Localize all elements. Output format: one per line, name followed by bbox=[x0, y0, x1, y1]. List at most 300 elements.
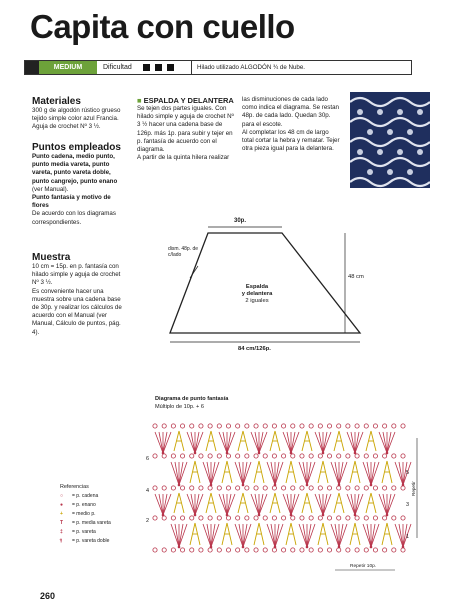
double-stitch bbox=[387, 494, 395, 515]
chain-stitch bbox=[355, 424, 359, 428]
double-stitch bbox=[255, 494, 259, 515]
row-number: 4 bbox=[146, 488, 150, 494]
double-stitch bbox=[339, 524, 347, 547]
double-stitch bbox=[159, 494, 163, 515]
treble-crochet-icon: ⫯ bbox=[60, 538, 63, 544]
double-stitch bbox=[155, 432, 163, 453]
double-stitch bbox=[371, 524, 379, 547]
double-stitch bbox=[275, 462, 279, 485]
row-number: 5 bbox=[406, 470, 410, 476]
sample-section bbox=[32, 252, 127, 337]
chain-stitch bbox=[180, 516, 184, 520]
legend-item: ● = p. enano bbox=[60, 502, 96, 508]
chain-stitch bbox=[373, 516, 377, 520]
slip-stitch bbox=[194, 452, 197, 455]
schematic-piece-label: Espalda bbox=[245, 284, 269, 290]
chain-stitch bbox=[153, 424, 157, 428]
chain-stitch bbox=[153, 516, 157, 520]
chain-stitch bbox=[309, 424, 313, 428]
chain-stitch bbox=[245, 516, 249, 520]
double-stitch bbox=[399, 462, 403, 485]
double-stitch bbox=[299, 524, 307, 547]
double-stitch bbox=[323, 432, 327, 453]
chain-stitch bbox=[171, 424, 175, 428]
double-stitch bbox=[339, 462, 343, 485]
chain-stitch bbox=[300, 516, 304, 520]
double-stitch bbox=[315, 432, 323, 453]
sample-heading: Muestra bbox=[32, 252, 71, 263]
chain-stitch bbox=[392, 516, 396, 520]
double-stitch bbox=[283, 494, 291, 515]
chain-stitch bbox=[346, 548, 350, 552]
double-stitch bbox=[243, 524, 251, 547]
double-stitch bbox=[271, 524, 275, 547]
chain-stitch bbox=[153, 486, 157, 490]
double-stitch bbox=[287, 494, 291, 515]
repeat-horizontal-label: Repetir 10p. bbox=[350, 564, 377, 569]
materials-heading: Materiales bbox=[32, 96, 81, 107]
double-stitch bbox=[243, 462, 251, 485]
chain-stitch bbox=[373, 486, 377, 490]
chain-stitch bbox=[272, 516, 276, 520]
chain-stitch bbox=[272, 424, 276, 428]
double-stitch bbox=[207, 524, 211, 547]
double-stitch bbox=[259, 432, 263, 453]
chain-stitch bbox=[300, 548, 304, 552]
slip-stitch bbox=[306, 484, 309, 487]
stitches-item: Punto cadena, medio punto, punto media vareta, punto vareta, punto vareta doble, punto cangrejo, punto enano bbox=[32, 153, 118, 185]
chain-stitch bbox=[199, 454, 203, 458]
double-stitch bbox=[239, 524, 243, 547]
double-stitch bbox=[323, 432, 331, 453]
diagram-subtitle: Múltiplo de 10p. + 6 bbox=[155, 403, 204, 410]
schematic-piece-count: 2 iguales bbox=[245, 298, 269, 304]
chain-stitch bbox=[401, 486, 405, 490]
double-stitch bbox=[387, 432, 395, 453]
double-stitch bbox=[211, 524, 215, 547]
double-stitch bbox=[243, 524, 247, 547]
double-stitch bbox=[243, 462, 247, 485]
chain-stitch bbox=[208, 454, 212, 458]
chain-stitch bbox=[337, 516, 341, 520]
double-stitch bbox=[291, 494, 299, 515]
diagram-header bbox=[155, 396, 228, 411]
chain-stitch bbox=[236, 548, 240, 552]
slip-stitch bbox=[386, 452, 389, 455]
difficulty-square bbox=[143, 64, 150, 71]
double-stitch bbox=[379, 432, 387, 453]
double-stitch bbox=[323, 494, 327, 515]
bar-separator bbox=[191, 61, 192, 74]
double-stitch bbox=[227, 432, 235, 453]
chain-stitch bbox=[236, 516, 240, 520]
double-stitch bbox=[307, 462, 311, 485]
double-stitch bbox=[259, 494, 263, 515]
double-stitch bbox=[163, 494, 171, 515]
half-double-icon: T bbox=[60, 520, 64, 526]
chain-stitch bbox=[190, 516, 194, 520]
chain-stitch bbox=[364, 486, 368, 490]
chain-stitch bbox=[291, 548, 295, 552]
chain-stitch bbox=[355, 454, 359, 458]
chain-stitch bbox=[190, 486, 194, 490]
double-stitch bbox=[175, 524, 179, 547]
sample-text: Es conveniente hacer una muestra sobre una cadena base de 30p. y realizar los cálculos de acuerdo con el Manual (ver Manual, Cálculo de puntos, pág. 4). bbox=[32, 287, 122, 336]
chain-stitch bbox=[171, 486, 175, 490]
chain-stitch bbox=[346, 424, 350, 428]
double-stitch bbox=[179, 524, 183, 547]
chain-stitch bbox=[272, 486, 276, 490]
double-stitch bbox=[235, 524, 243, 547]
difficulty-square bbox=[155, 64, 162, 71]
double-stitch bbox=[319, 494, 323, 515]
chain-stitch bbox=[327, 516, 331, 520]
single-crochet-icon: + bbox=[60, 511, 63, 517]
double-stitch bbox=[355, 432, 359, 453]
chain-stitch bbox=[309, 516, 313, 520]
schematic-bottom-label: 84 cm/126p. bbox=[238, 346, 271, 352]
chain-stitch bbox=[318, 424, 322, 428]
chain-stitch bbox=[162, 454, 166, 458]
chain-stitch bbox=[318, 486, 322, 490]
slip-stitch bbox=[178, 484, 181, 487]
stitch-diagram bbox=[145, 418, 430, 578]
slip-stitch bbox=[306, 546, 309, 549]
difficulty-square bbox=[167, 64, 174, 71]
chain-stitch bbox=[254, 486, 258, 490]
chain-stitch bbox=[171, 548, 175, 552]
chain-stitch bbox=[327, 424, 331, 428]
double-stitch bbox=[179, 524, 187, 547]
chain-stitch bbox=[217, 486, 221, 490]
chain-stitch bbox=[401, 424, 405, 428]
chain-stitch bbox=[245, 424, 249, 428]
stitches-section bbox=[32, 142, 127, 227]
slip-stitch bbox=[370, 546, 373, 549]
slip-stitch bbox=[258, 514, 261, 517]
double-stitch bbox=[187, 494, 195, 515]
chain-stitch bbox=[337, 424, 341, 428]
slip-stitch bbox=[370, 484, 373, 487]
chain-stitch bbox=[291, 516, 295, 520]
double-stitch bbox=[267, 524, 275, 547]
chain-stitch bbox=[355, 486, 359, 490]
chain-stitch bbox=[383, 454, 387, 458]
double-stitch bbox=[323, 494, 331, 515]
chain-stitch bbox=[281, 516, 285, 520]
chain-stitch bbox=[263, 454, 267, 458]
double-stitch bbox=[271, 462, 275, 485]
double-stitch bbox=[179, 462, 183, 485]
chain-stitch bbox=[263, 548, 267, 552]
double-stitch bbox=[371, 462, 379, 485]
legend-heading: Referencias bbox=[60, 484, 89, 490]
double-stitch bbox=[331, 462, 339, 485]
double-stitch bbox=[355, 494, 363, 515]
section-bullet: ■ bbox=[137, 96, 142, 105]
double-stitch bbox=[203, 524, 211, 547]
slip-stitch bbox=[242, 546, 245, 549]
chain-stitch bbox=[254, 548, 258, 552]
legend-item: ○ = p. cadena bbox=[60, 493, 99, 499]
materials-text: 300 g de algodón rústico grueso tejido simple color azul Francia. Aguja de crochet Nº 3 ½. bbox=[32, 107, 121, 131]
chain-stitch bbox=[153, 548, 157, 552]
chain-stitch bbox=[327, 454, 331, 458]
double-stitch bbox=[159, 432, 163, 453]
chain-stitch bbox=[263, 424, 267, 428]
double-stitch bbox=[223, 432, 227, 453]
double-stitch bbox=[251, 494, 259, 515]
double-stitch bbox=[339, 462, 347, 485]
difficulty-label: Dificultad bbox=[103, 64, 132, 71]
double-stitch bbox=[291, 494, 295, 515]
chain-stitch bbox=[208, 424, 212, 428]
double-stitch bbox=[207, 462, 211, 485]
double-stitch bbox=[239, 462, 243, 485]
chain-stitch bbox=[291, 486, 295, 490]
double-stitch bbox=[163, 494, 167, 515]
row-number: 2 bbox=[146, 518, 150, 524]
double-stitch bbox=[179, 462, 187, 485]
chain-stitch bbox=[383, 486, 387, 490]
lace-photo bbox=[350, 92, 430, 188]
double-stitch bbox=[211, 462, 219, 485]
chain-stitch bbox=[226, 424, 230, 428]
chain-stitch bbox=[245, 548, 249, 552]
double-stitch bbox=[335, 524, 339, 547]
chain-stitch bbox=[318, 454, 322, 458]
double-stitch bbox=[227, 432, 231, 453]
slip-stitch bbox=[242, 484, 245, 487]
legend-item: + = medio p. bbox=[60, 511, 96, 517]
slip-stitch bbox=[258, 452, 261, 455]
legend-item: ⫯ = p. vareta doble bbox=[60, 538, 110, 544]
chain-stitch bbox=[355, 516, 359, 520]
chain-stitch bbox=[346, 486, 350, 490]
double-stitch bbox=[363, 462, 371, 485]
chain-stitch bbox=[226, 516, 230, 520]
double-stitch bbox=[395, 524, 403, 547]
chain-stitch bbox=[281, 454, 285, 458]
double-stitch bbox=[355, 494, 359, 515]
double-stitch bbox=[303, 524, 307, 547]
chain-stitch bbox=[383, 516, 387, 520]
double-stitch bbox=[187, 432, 195, 453]
schematic-top-label: 30p. bbox=[234, 218, 247, 224]
double-stitch bbox=[195, 432, 199, 453]
double-stitch bbox=[347, 432, 355, 453]
chain-stitch bbox=[281, 548, 285, 552]
double-stitch bbox=[291, 432, 299, 453]
double-stitch bbox=[307, 462, 315, 485]
slip-stitch bbox=[322, 514, 325, 517]
double-stitch bbox=[363, 524, 371, 547]
chain-stitch bbox=[309, 454, 313, 458]
chain-stitch bbox=[208, 548, 212, 552]
double-stitch bbox=[319, 432, 323, 453]
chain-stitch bbox=[337, 454, 341, 458]
double-stitch bbox=[175, 462, 179, 485]
double-stitch bbox=[211, 524, 219, 547]
double-stitch bbox=[307, 524, 315, 547]
double-stitch bbox=[171, 524, 179, 547]
chain-stitch bbox=[254, 516, 258, 520]
double-stitch bbox=[339, 524, 343, 547]
double-stitch bbox=[275, 462, 283, 485]
double-stitch bbox=[383, 432, 387, 453]
chain-stitch bbox=[180, 486, 184, 490]
double-stitch bbox=[287, 432, 291, 453]
chain-stitch bbox=[190, 548, 194, 552]
row-number: 6 bbox=[146, 456, 150, 462]
chain-stitch bbox=[291, 424, 295, 428]
back-front-text: A partir de la quinta hilera realizar bbox=[137, 154, 230, 162]
repeat-vertical-label: Repetir bbox=[411, 481, 416, 496]
chain-stitch bbox=[401, 548, 405, 552]
schematic-decrease-label: dism. 48p. de c/lado bbox=[168, 246, 199, 258]
double-stitch bbox=[399, 524, 403, 547]
diagram-title: Diagrama de punto fantasía bbox=[155, 396, 229, 402]
chain-stitch bbox=[254, 454, 258, 458]
chain-stitch bbox=[309, 548, 313, 552]
double-stitch bbox=[255, 432, 259, 453]
double-stitch bbox=[195, 494, 199, 515]
chain-stitch bbox=[208, 516, 212, 520]
chain-stitch bbox=[226, 454, 230, 458]
chain-stitch bbox=[318, 548, 322, 552]
double-stitch bbox=[223, 494, 227, 515]
double-stitch bbox=[307, 524, 311, 547]
double-stitch bbox=[283, 432, 291, 453]
chain-stitch bbox=[236, 486, 240, 490]
chain-stitch bbox=[355, 548, 359, 552]
level-bar bbox=[24, 60, 412, 75]
double-stitch bbox=[227, 494, 231, 515]
slip-stitch-icon: ● bbox=[60, 502, 64, 508]
sample-text: 10 cm = 15p. en p. fantasía con hilado simple y aguja de crochet Nº 3 ½. bbox=[32, 263, 121, 287]
yarn-info: Hilado utilizado ALGODÓN ¾ de Nube. bbox=[197, 64, 305, 71]
double-stitch bbox=[259, 432, 267, 453]
double-stitch bbox=[163, 432, 171, 453]
page-title: Capita con cuello bbox=[30, 8, 295, 45]
double-stitch bbox=[171, 462, 179, 485]
legend bbox=[60, 484, 150, 546]
chain-stitch bbox=[364, 454, 368, 458]
chain-stitch bbox=[171, 516, 175, 520]
chain-stitch bbox=[217, 516, 221, 520]
chain-stitch bbox=[263, 486, 267, 490]
double-stitch bbox=[347, 494, 355, 515]
slip-stitch bbox=[178, 546, 181, 549]
double-stitch bbox=[367, 462, 371, 485]
back-front-text: Al completar los 48 cm de largo total cortar la hebra y rematar. Tejer otra pieza igual para la delantera. bbox=[242, 128, 340, 153]
back-front-continued bbox=[242, 96, 342, 153]
chain-stitch bbox=[346, 516, 350, 520]
chain-stitch bbox=[199, 548, 203, 552]
double-stitch bbox=[219, 432, 227, 453]
stitches-item: De acuerdo con los diagramas correspondientes. bbox=[32, 210, 116, 226]
double-stitch bbox=[259, 494, 267, 515]
chain-icon: ○ bbox=[60, 493, 64, 499]
chain-stitch bbox=[245, 486, 249, 490]
chain-stitch bbox=[153, 454, 157, 458]
schematic-piece-label: y delantera bbox=[241, 291, 273, 297]
back-front-text: las disminuciones de cada lado como indica el diagrama. Se restan 48p. de cada lado. Quedan 30p. para el escote. bbox=[242, 96, 339, 128]
chain-stitch bbox=[208, 486, 212, 490]
chain-stitch bbox=[263, 516, 267, 520]
garment-schematic bbox=[150, 218, 380, 363]
double-stitch bbox=[227, 494, 235, 515]
double-stitch bbox=[303, 462, 307, 485]
double-stitch bbox=[371, 462, 375, 485]
legend-item: ‡ = p. vareta bbox=[60, 529, 96, 535]
double-stitch bbox=[291, 432, 295, 453]
double-stitch bbox=[387, 494, 391, 515]
chain-stitch bbox=[373, 548, 377, 552]
row-number: 1 bbox=[406, 534, 410, 540]
chain-stitch bbox=[162, 486, 166, 490]
chain-stitch bbox=[190, 424, 194, 428]
double-stitch bbox=[335, 462, 339, 485]
double-stitch bbox=[251, 432, 259, 453]
chain-stitch bbox=[226, 486, 230, 490]
chain-stitch bbox=[217, 548, 221, 552]
chain-stitch bbox=[327, 486, 331, 490]
double-stitch bbox=[275, 524, 279, 547]
row-number: 3 bbox=[406, 502, 410, 508]
double-stitch bbox=[315, 494, 323, 515]
double-stitch bbox=[395, 462, 403, 485]
slip-stitch bbox=[386, 514, 389, 517]
chain-stitch bbox=[300, 454, 304, 458]
chain-stitch bbox=[392, 548, 396, 552]
chain-stitch bbox=[217, 454, 221, 458]
chain-stitch bbox=[190, 454, 194, 458]
chain-stitch bbox=[401, 516, 405, 520]
double-stitch bbox=[355, 432, 363, 453]
chain-stitch bbox=[180, 424, 184, 428]
double-stitch bbox=[163, 432, 167, 453]
chain-stitch bbox=[281, 424, 285, 428]
chain-stitch bbox=[254, 424, 258, 428]
chain-stitch bbox=[236, 424, 240, 428]
double-crochet-icon: ‡ bbox=[60, 529, 63, 535]
chain-stitch bbox=[162, 548, 166, 552]
double-stitch bbox=[195, 494, 203, 515]
chain-stitch bbox=[180, 548, 184, 552]
stitches-item: (ver Manual). bbox=[32, 185, 69, 193]
chain-stitch bbox=[236, 454, 240, 458]
back-front-section bbox=[137, 96, 237, 162]
double-stitch bbox=[379, 494, 387, 515]
chain-stitch bbox=[300, 424, 304, 428]
chain-stitch bbox=[337, 486, 341, 490]
double-stitch bbox=[191, 494, 195, 515]
chain-stitch bbox=[346, 454, 350, 458]
chain-stitch bbox=[318, 516, 322, 520]
level-badge: MEDIUM bbox=[39, 61, 97, 74]
page-number: 260 bbox=[40, 591, 56, 601]
double-stitch bbox=[191, 432, 195, 453]
chain-stitch bbox=[281, 486, 285, 490]
chain-stitch bbox=[245, 454, 249, 458]
chain-stitch bbox=[383, 548, 387, 552]
chain-stitch bbox=[309, 486, 313, 490]
chain-stitch bbox=[392, 454, 396, 458]
stitches-item: Punto fantasía y motivo de flores bbox=[32, 194, 111, 210]
chain-stitch bbox=[373, 454, 377, 458]
chain-stitch bbox=[392, 424, 396, 428]
